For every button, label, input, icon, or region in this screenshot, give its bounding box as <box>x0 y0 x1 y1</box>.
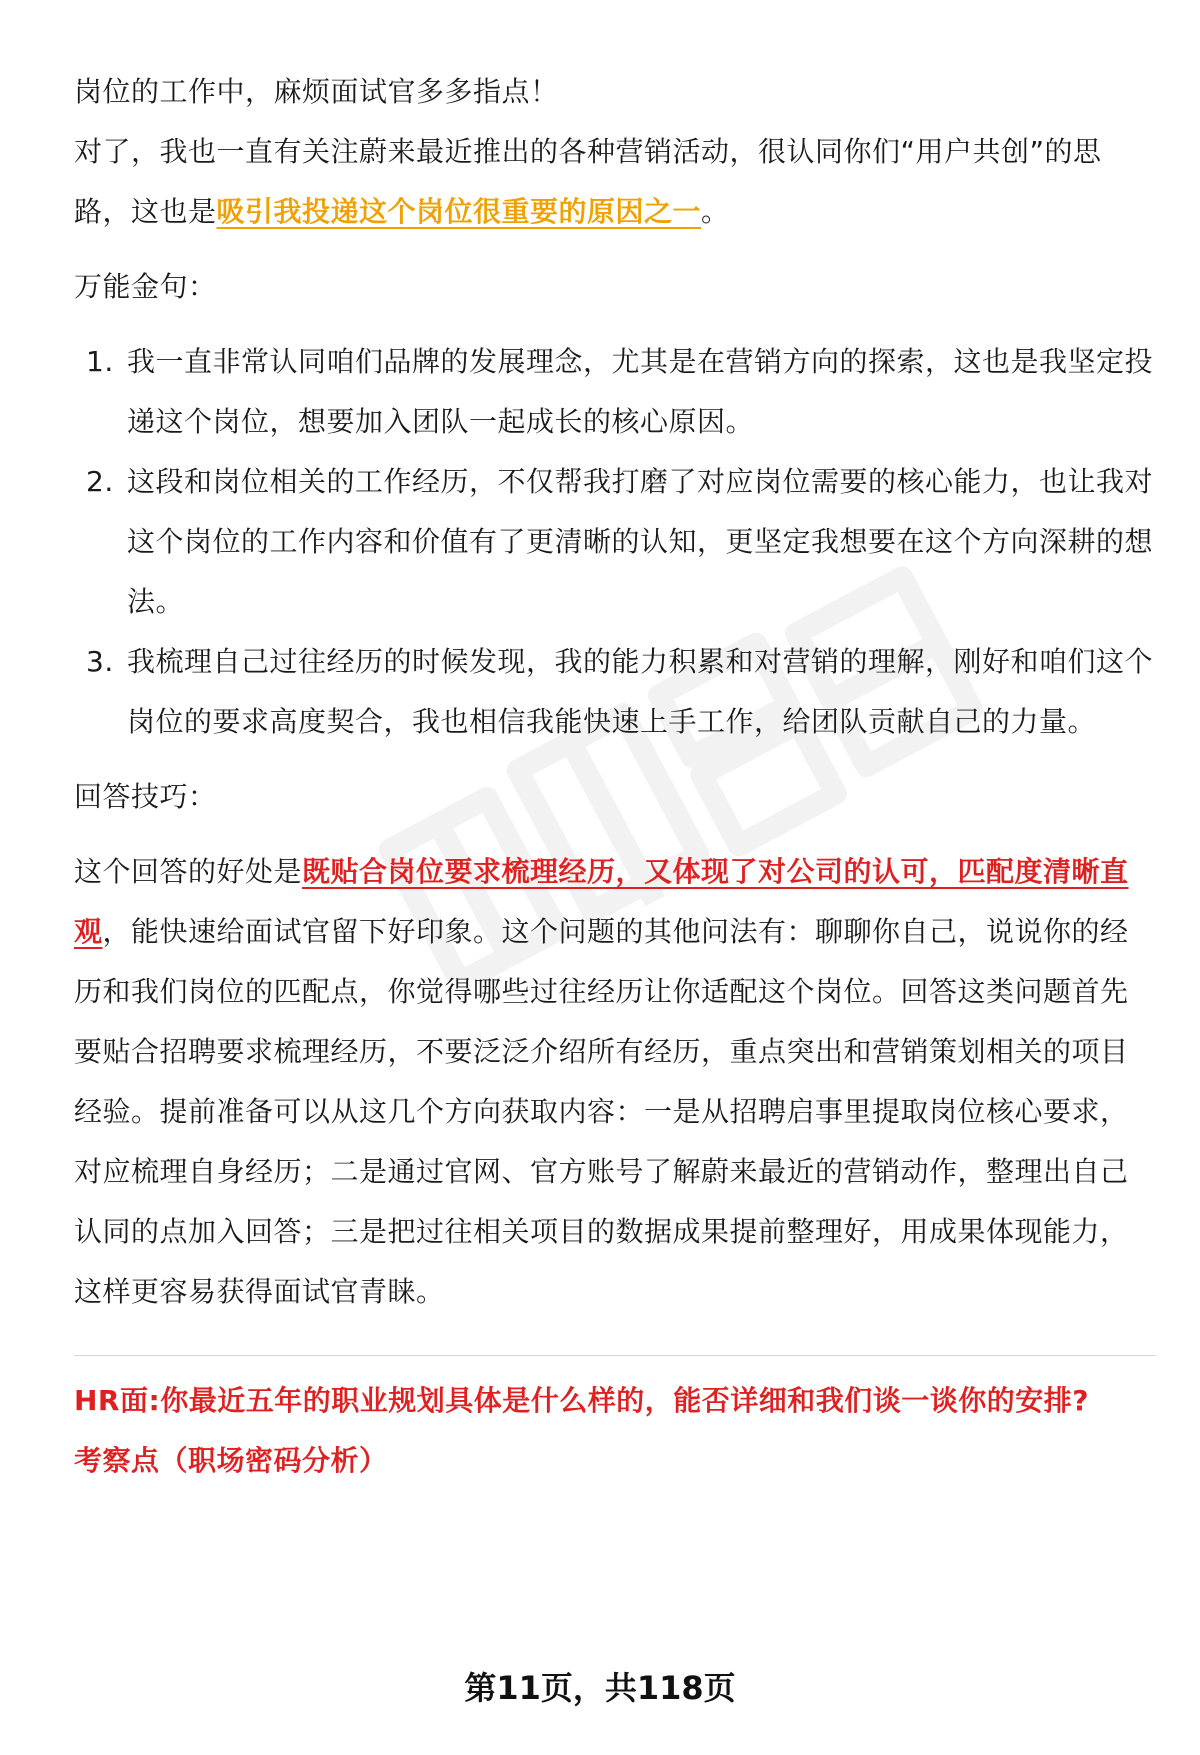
tips-paragraph <box>74 842 1156 1322</box>
intro-paragraph <box>74 122 1156 242</box>
list-item <box>74 452 1156 632</box>
list-item-text: 这段和岗位相关的工作经历，不仅帮我打磨了对应岗位需要的核心能力，也让我对这个岗位的工作内容和价值有了更清晰的认知，更坚定我想要在这个方向深耕的想法。 <box>127 465 1154 618</box>
list-item-text: 我一直非常认同咱们品牌的发展理念，尤其是在营销方向的探索，这也是我坚定投递这个岗位，想要加入团队一起成长的核心原因。 <box>127 345 1154 438</box>
document-page <box>74 62 1156 1491</box>
analysis-subheading: 考察点（职场密码分析） <box>74 1444 388 1477</box>
list-item-number: 3. <box>86 645 114 678</box>
intro-text: 对了，我也一直有关注蔚来最近推出的各种营销活动，很认同你们“用户共创”的思路，这也是 <box>74 135 1102 228</box>
intro-highlight: 吸引我投递这个岗位很重要的原因之一 <box>216 195 702 228</box>
page-number-footer: 第11页，共118页 <box>464 1669 736 1707</box>
list-item <box>74 332 1156 452</box>
golden-sentences-list <box>74 332 1156 752</box>
tips-label: 回答技巧： <box>74 780 217 813</box>
intro-suffix: 。 <box>701 195 730 228</box>
list-item-text: 我梳理自己过往经历的时候发现，我的能力积累和对营销的理解，刚好和咱们这个岗位的要求高度契合，我也相信我能快速上手工作，给团队贡献自己的力量。 <box>127 645 1154 738</box>
list-item <box>74 632 1156 752</box>
list-item-number: 2. <box>86 465 114 498</box>
list-item-number: 1. <box>86 345 114 378</box>
section-divider <box>74 1355 1156 1356</box>
golden-sentences-label: 万能金句： <box>74 270 217 303</box>
tips-highlight: 既贴合岗位要求梳理经历，又体现了对公司的认可，匹配度清晰直观 <box>74 855 1129 948</box>
hr-question-heading: HR面:你最近五年的职业规划具体是什么样的，能否详细和我们谈一谈你的安排? <box>74 1384 1089 1417</box>
tips-suffix: ，能快速给面试官留下好印象。这个问题的其他问法有：聊聊你自己，说说你的经历和我们岗位的匹配点，你觉得哪些过往经历让你适配这个岗位。回答这类问题首先要贴合招聘要求梳理经历，不要泛泛介绍所有经历，重点突出和营销策划相关的项目经验。提前准备可以从这几个方向获取内容：一是从招聘启事里提取岗位核心要求，对应梳理自身经历；二是通过官网、官方账号了解蔚来最近的营销动作，整理出自己认同的点加入回答；三是把过往相关项目的数据成果提前整理好，用成果体现能力，这样更容易获得面试官青睐。 <box>74 915 1129 1308</box>
intro-line-1: 岗位的工作中，麻烦面试官多多指点！ <box>74 75 559 108</box>
tips-prefix: 这个回答的好处是 <box>74 855 303 888</box>
